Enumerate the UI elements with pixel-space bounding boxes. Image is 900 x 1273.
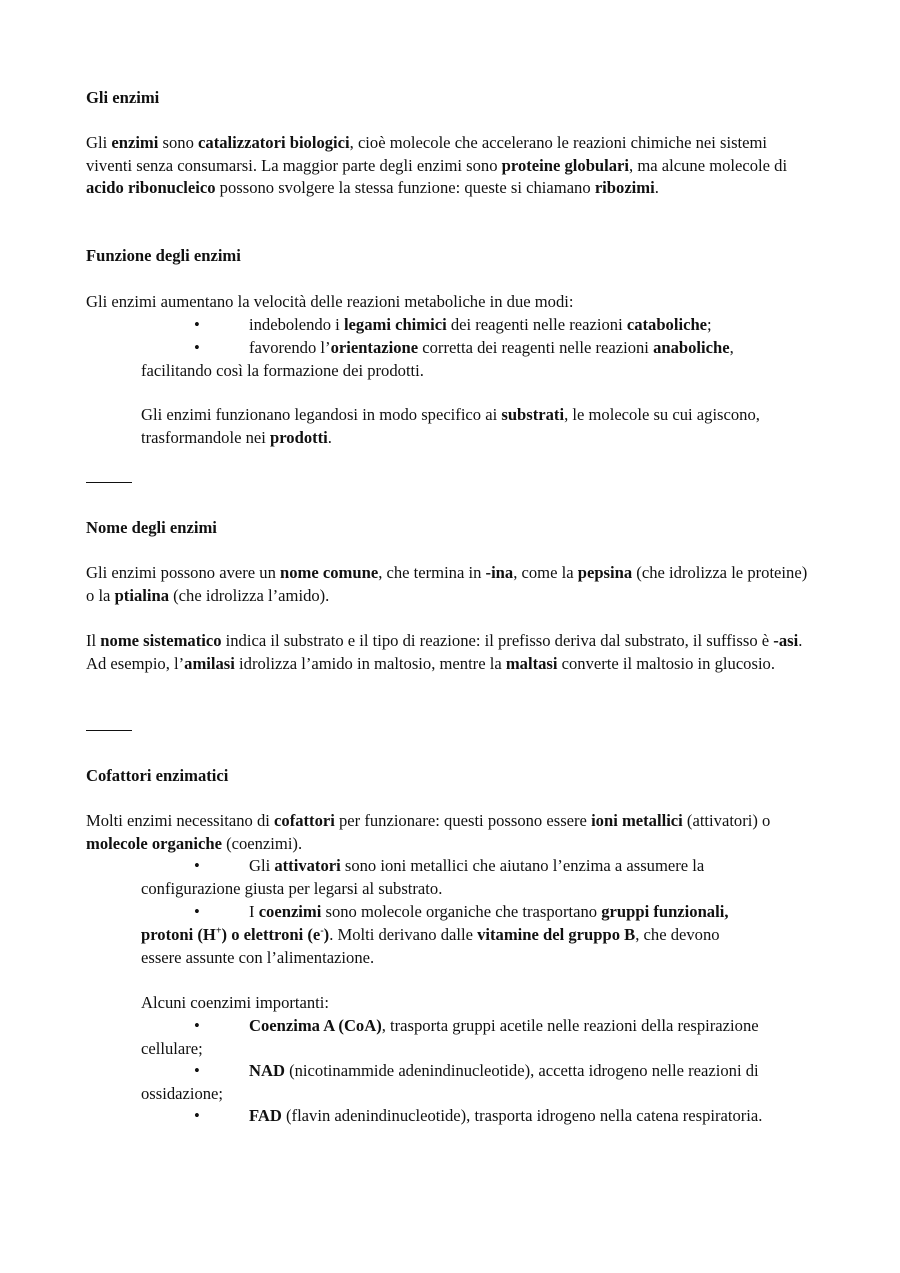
list-item-text: Coenzima A (CoA), trasporta gruppi acetile nelle reazioni della respirazione bbox=[249, 1016, 759, 1035]
list-item bbox=[0, 1105, 900, 1128]
list-item-text: I coenzimi sono molecole organiche che trasportano gruppi funzionali, bbox=[249, 902, 729, 921]
section-title-cofattori: Cofattori enzimatici bbox=[86, 766, 229, 785]
paragraph-cofactors: Molti enzimi necessitano di cofattori per funzionare: questi possono essere ioni metallici (attivatori) o molecole organiche (coenzimi). bbox=[86, 811, 771, 853]
section-divider bbox=[86, 730, 132, 731]
paragraph-definition: Gli enzimi sono catalizzatori biologici, cioè molecole che accelerano le reazioni chimiche nei sistemi viventi senza consumarsi. La maggior parte degli enzimi sono proteine globulari, ma alcune molecole di acido ribonucleico possono svolgere la stessa funzione: queste si chiamano ribozimi. bbox=[86, 133, 788, 198]
list-item-continuation: ossidazione; bbox=[141, 1084, 224, 1103]
list-item bbox=[0, 1015, 900, 1038]
bullet-mark: • bbox=[194, 315, 200, 334]
list-item bbox=[0, 337, 900, 360]
paragraph-intro: Gli enzimi aumentano la velocità delle reazioni metaboliche in due modi: bbox=[86, 292, 574, 311]
list-item-continuation: protoni (H+) o elettroni (e-). Molti derivano dalle vitamine del gruppo B, che devono bbox=[141, 925, 720, 944]
bullet-mark: • bbox=[194, 1016, 200, 1035]
list-item bbox=[0, 314, 900, 337]
paragraph-substrates: Gli enzimi funzionano legandosi in modo specifico ai substrati, le molecole su cui agiscono, trasformandole nei prodotti. bbox=[141, 405, 760, 447]
list-item-continuation: configurazione giusta per legarsi al substrato. bbox=[141, 879, 443, 898]
bullet-mark: • bbox=[194, 1106, 200, 1125]
section-title-nome: Nome degli enzimi bbox=[86, 518, 217, 537]
list-item-text: Gli attivatori sono ioni metallici che aiutano l’enzima a assumere la bbox=[249, 856, 705, 875]
list-item-text: FAD (flavin adenindinucleotide), trasporta idrogeno nella catena respiratoria. bbox=[249, 1106, 763, 1125]
paragraph-common-name: Gli enzimi possono avere un nome comune, che termina in -ina, come la pepsina (che idrolizza le proteine) o la ptialina (che idrolizza l’amido). bbox=[86, 563, 808, 605]
list-item-text: NAD (nicotinammide adenindinucleotide), accetta idrogeno nelle reazioni di bbox=[249, 1061, 759, 1080]
list-item-continuation: cellulare; bbox=[141, 1039, 203, 1058]
list-item-continuation: essere assunte con l’alimentazione. bbox=[141, 948, 375, 967]
paragraph-systematic-name: Il nome sistematico indica il substrato e il tipo di reazione: il prefisso deriva dal substrato, il suffisso è -asi. Ad esempio, l’amilasi idrolizza l’amido in maltosio, mentre la maltasi converte il maltosio in glucosio. bbox=[86, 631, 803, 673]
list-item-text: favorendo l’orientazione corretta dei reagenti nelle reazioni anaboliche, bbox=[249, 338, 734, 357]
list-item-continuation: facilitando così la formazione dei prodotti. bbox=[141, 361, 424, 380]
bullet-mark: • bbox=[194, 856, 200, 875]
list-item bbox=[0, 1060, 900, 1083]
section-title-enzimi: Gli enzimi bbox=[86, 88, 160, 107]
list-item bbox=[0, 855, 900, 878]
bullet-mark: • bbox=[194, 338, 200, 357]
bullet-mark: • bbox=[194, 1061, 200, 1080]
paragraph-coenzymes-intro: Alcuni coenzimi importanti: bbox=[141, 993, 330, 1012]
bullet-mark: • bbox=[194, 902, 200, 921]
list-item bbox=[0, 901, 900, 924]
section-divider bbox=[86, 482, 132, 483]
list-item-text: indebolendo i legami chimici dei reagenti nelle reazioni cataboliche; bbox=[249, 315, 712, 334]
section-title-funzione: Funzione degli enzimi bbox=[86, 246, 241, 265]
